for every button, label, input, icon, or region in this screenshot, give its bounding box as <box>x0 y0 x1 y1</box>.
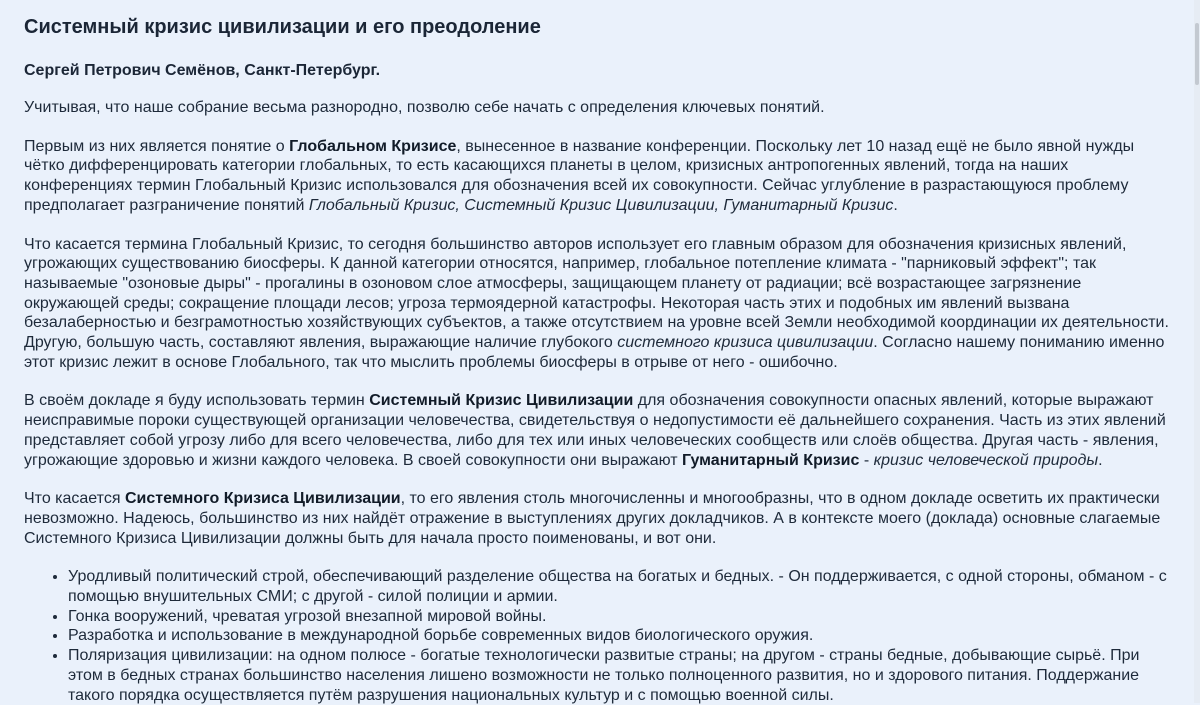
list-item: • Уродливый политический строй, обеспечивающий разделение общества на богатых и бедных. - Он поддерживается, с одной стороны, обманом - с помощью внушительных СМИ; с другой - силой полиции и армии. <box>68 567 1170 606</box>
text-segment: . Согласно нашему пониманию именно этот кризис лежит в основе Глобального, так что мыслить проблемы биосферы в отрыве от него - ошибочно. <box>24 334 1165 371</box>
text-segment: . <box>1098 451 1103 469</box>
paragraph <box>24 137 1170 216</box>
article-body <box>24 98 1170 548</box>
bold-term: Системного Кризиса Цивилизации <box>124 490 401 508</box>
text-segment: - <box>859 451 874 469</box>
bold-term: Системный Кризис Цивилизации <box>369 392 634 410</box>
paragraph <box>24 235 1170 373</box>
text-segment: Что касается термина Глобальный Кризис, то сегодня большинство авторов использует его главным образом для обозначения кризисных явлений, угрожающих существованию биосферы. К данной категории относятся, например, глобальное потепление климата - "парниковый эффект"; так называемые "озоновые дыры" - прогалины в озоновом слое атмосферы, защищающем планету от радиации; всё возрастающее загрязнение окружающей среды; сокращение площади лесов; угроза термоядерной катастрофы. Некоторая часть этих и подобных им явлений вызвана безалаберностью и безграмотностью хозяйствующих субъектов, а также отсутствием на уровне всей Земли необходимой координации их деятельности. Другую, большую часть, составляют явления, выражающие наличие глубокого <box>24 235 1169 352</box>
italic-term: кризис человеческой природы <box>873 451 1099 469</box>
text-segment: В своём докладе я буду использовать термин <box>24 392 370 410</box>
text-segment: . <box>893 196 898 214</box>
bullet-list <box>24 567 1170 705</box>
text-segment: Что касается <box>24 490 125 508</box>
italic-term: Глобальный Кризис, Системный Кризис Цивилизации, Гуманитарный Кризис <box>308 196 894 214</box>
bold-term: Гуманитарный Кризис <box>682 451 860 469</box>
vertical-scrollbar[interactable] <box>1194 0 1200 703</box>
text-segment: , то его явления столь многочисленны и многообразны, что в одном докладе осветить их практически невозможно. Надеюсь, большинство из них найдёт отражение в выступлениях других докладчиков. А в контексте моего (доклада) основные слагаемые Системного Кризиса Цивилизации должны быть для начала просто поименованы, и вот они. <box>24 490 1161 547</box>
text-segment: Учитывая, что наше собрание весьма разнородно, позволю себе начать с определения ключевых понятий. <box>24 99 825 116</box>
list-item: • Разработка и использование в международной борьбе современных видов биологического оружия. <box>68 626 1170 646</box>
text-segment: , вынесенное в название конференции. Поскольку лет 10 назад ещё не было явной нужды чётко дифференцировать категории глобальных, то есть касающихся планеты в целом, кризисных антропогенных явлений, тогда на наших конференциях термин Глобальный Кризис использовался для обозначения всей их совокупности. Сейчас углубление в разрастающуюся проблему предполагает разграничение понятий <box>24 137 1135 214</box>
text-segment: Первым из них является понятие о <box>24 137 290 155</box>
paragraph <box>24 391 1170 470</box>
article-title: Системный кризис цивилизации и его преодоление <box>24 16 541 38</box>
article-author: Сергей Петрович Семёнов, Санкт-Петербург. <box>24 62 381 79</box>
italic-term: системного кризиса цивилизации <box>617 334 874 352</box>
text-segment: для обозначения совокупности опасных явлений, которые выражают неисправимые пороки существующей организации человечества, свидетельствуя о недопустимости её дальнейшего сохранения. Часть из этих явлений представляет собой угрозу либо для всего человечества, либо для тех или иных человеческих сообществ или слоёв общества. Другая часть - явления, угрожающие здоровью и жизни каждого человека. В своей совокупности они выражают <box>24 392 1166 469</box>
bold-term: Глобальном Кризисе <box>289 137 457 155</box>
scrollbar-thumb[interactable] <box>1195 23 1199 85</box>
paragraph <box>24 98 1170 118</box>
paragraph <box>24 489 1170 548</box>
list-item: • Гонка вооружений, чреватая угрозой внезапной мировой войны. <box>68 607 1170 627</box>
list-item: • Поляризация цивилизации: на одном полюсе - богатые технологически развитые страны; на другом - страны бедные, добывающие сырьё. При этом в бедных странах большинство населения лишено возможности не только полноценного развития, но и здорового питания. Поддержание такого порядка осуществляется путём разрушения национальных культур и с помощью военной силы. <box>68 646 1170 705</box>
